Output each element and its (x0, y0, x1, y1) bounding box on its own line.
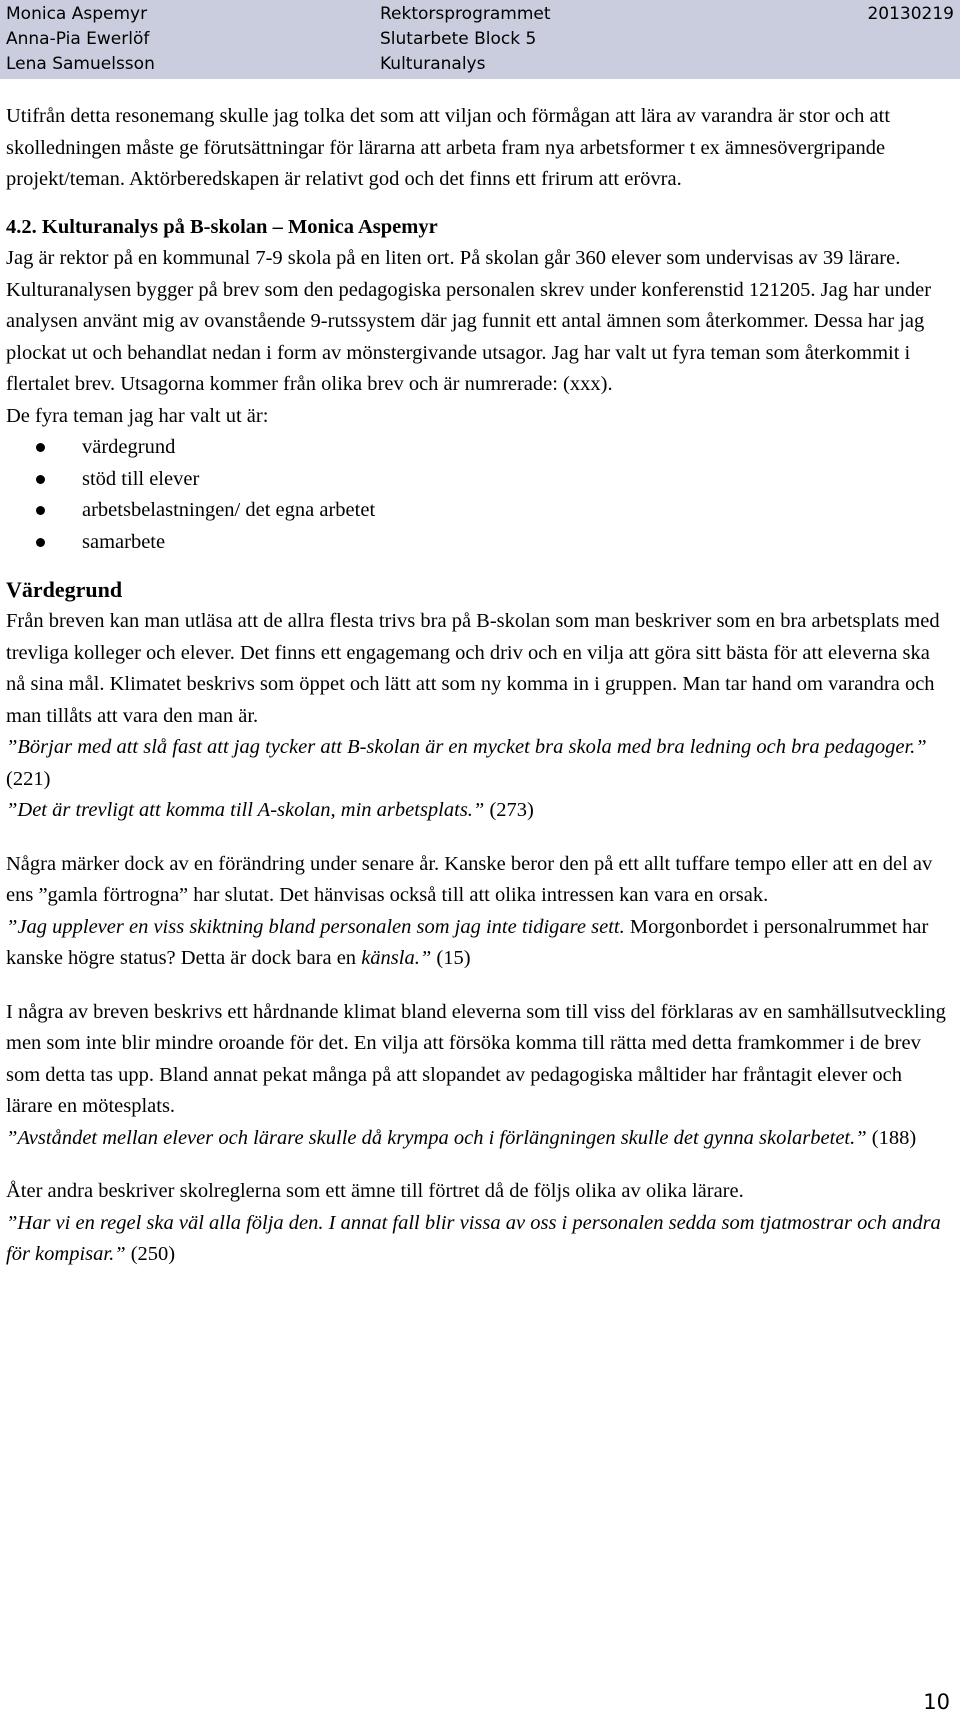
header-author-1: Monica Aspemyr (6, 4, 148, 24)
list-item: stöd till elever (6, 464, 951, 496)
header-author-3: Lena Samuelsson (6, 54, 155, 74)
header-date-col (867, 2, 954, 79)
page-number: 10 (923, 1690, 950, 1714)
bullet-icon (36, 443, 45, 452)
quote-250: ”Har vi en regel ska väl alla följa den. I annat fall blir vissa av oss i personalen sedda som tjatmostrar och andra för kompisar.” (250) (6, 1211, 941, 1265)
bullet-icon (36, 506, 45, 515)
header-authors (6, 2, 155, 79)
section-paragraph: Jag är rektor på en kommunal 7-9 skola på en liten ort. På skolan går 360 elever som undervisas av 39 lärare. Kulturanalysen bygger på brev som den pedagogiska personalen skrev under konferenstid 121205. Jag har under analysen använt mig av ovanstående 9-rutssystem där jag funnit ett antal ämnen som återkommer. Dessa har jag plockat ut och behandlat nedan i form av mönstergivande utsagor. Jag har valt ut fyra teman som återkommit i flertalet brev. Utsagorna kommer från olika brev och är numrerade: (xxx). (6, 247, 932, 395)
quote-15: ”Jag upplever en viss skiktning bland personalen som jag inte tidigare sett. Morgonbordet i personalrummet har kanske högre status? Detta är dock bara en känsla.” (15) (6, 915, 929, 969)
header-block: Slutarbete Block 5 (380, 29, 537, 49)
themes-list (6, 432, 951, 558)
rules-paragraph: Åter andra beskriver skolreglerna som ett ämne till förtret då de följs olika av olika lärare. (6, 1180, 744, 1202)
quote-221: ”Börjar med att slå fast att jag tycker att B-skolan är en mycket bra skola med bra ledning och bra pedagoger.” (221) (6, 736, 927, 790)
document-body (6, 101, 951, 1271)
page-header (0, 0, 960, 79)
list-item: värdegrund (6, 432, 951, 464)
header-program (380, 2, 551, 77)
list-item: samarbete (6, 527, 951, 559)
values-paragraph: Från breven kan man utläsa att de allra flesta trivs bra på B-skolan som man beskriver som en bra arbetsplats med trevliga kolleger och elever. Det finns ett engagemang och driv och en vilja att göra sitt bästa för att eleverna ska nå sina mål. Klimatet beskrivs som öppet och lätt att som ny komma in i gruppen. Man tar hand om varandra och man tillåts att vara den man är. (6, 610, 940, 727)
climate-paragraph: I några av breven beskrivs ett hårdnande klimat bland eleverna som till viss del förklaras av en samhällsutveckling men som inte blir mindre oroande för det. En vilja att försöka komma till rätta med detta framkommer i de brev som detta tas upp. Bland annat pekat många på att slopandet av pedagogiska måltider har fråntagit elever och lärare en mötesplats. (6, 1000, 946, 1117)
quote-273: ”Det är trevligt att komma till A-skolan, min arbetsplats.” (273) (6, 799, 534, 821)
values-heading: Värdegrund (6, 577, 123, 602)
intro-paragraph: Utifrån detta resonemang skulle jag tolka det som att viljan och förmågan att lära av varandra är stor och att skolledningen måste ge förutsättningar för lärarna att arbeta fram nya arbetsformer t ex ämnesövergripande projekt/teman. Aktörberedskapen är relativt god och det finns ett frirum att erövra. (6, 105, 891, 190)
header-topic: Kulturanalys (380, 54, 486, 74)
section-title: 4.2. Kulturanalys på B-skolan – Monica Aspemyr (6, 215, 438, 238)
bullet-icon (36, 475, 45, 484)
themes-intro: De fyra teman jag har valt ut är: (6, 404, 269, 427)
change-paragraph: Några märker dock av en förändring under senare år. Kanske beror den på ett allt tuffare tempo eller att en del av ens ”gamla förtrogna” har slutat. Det hänvisas också till att olika intressen kan vara en orsak. (6, 852, 933, 906)
quote-188: ”Avståndet mellan elever och lärare skulle då krympa och i förlängningen skulle det gynna skolarbetet.” (188) (6, 1126, 917, 1149)
list-item: arbetsbelastningen/ det egna arbetet (6, 495, 951, 527)
header-program-name: Rektorsprogrammet (380, 4, 551, 24)
header-author-2: Anna-Pia Ewerlöf (6, 29, 150, 49)
header-date: 20130219 (867, 4, 954, 24)
bullet-icon (36, 538, 45, 547)
